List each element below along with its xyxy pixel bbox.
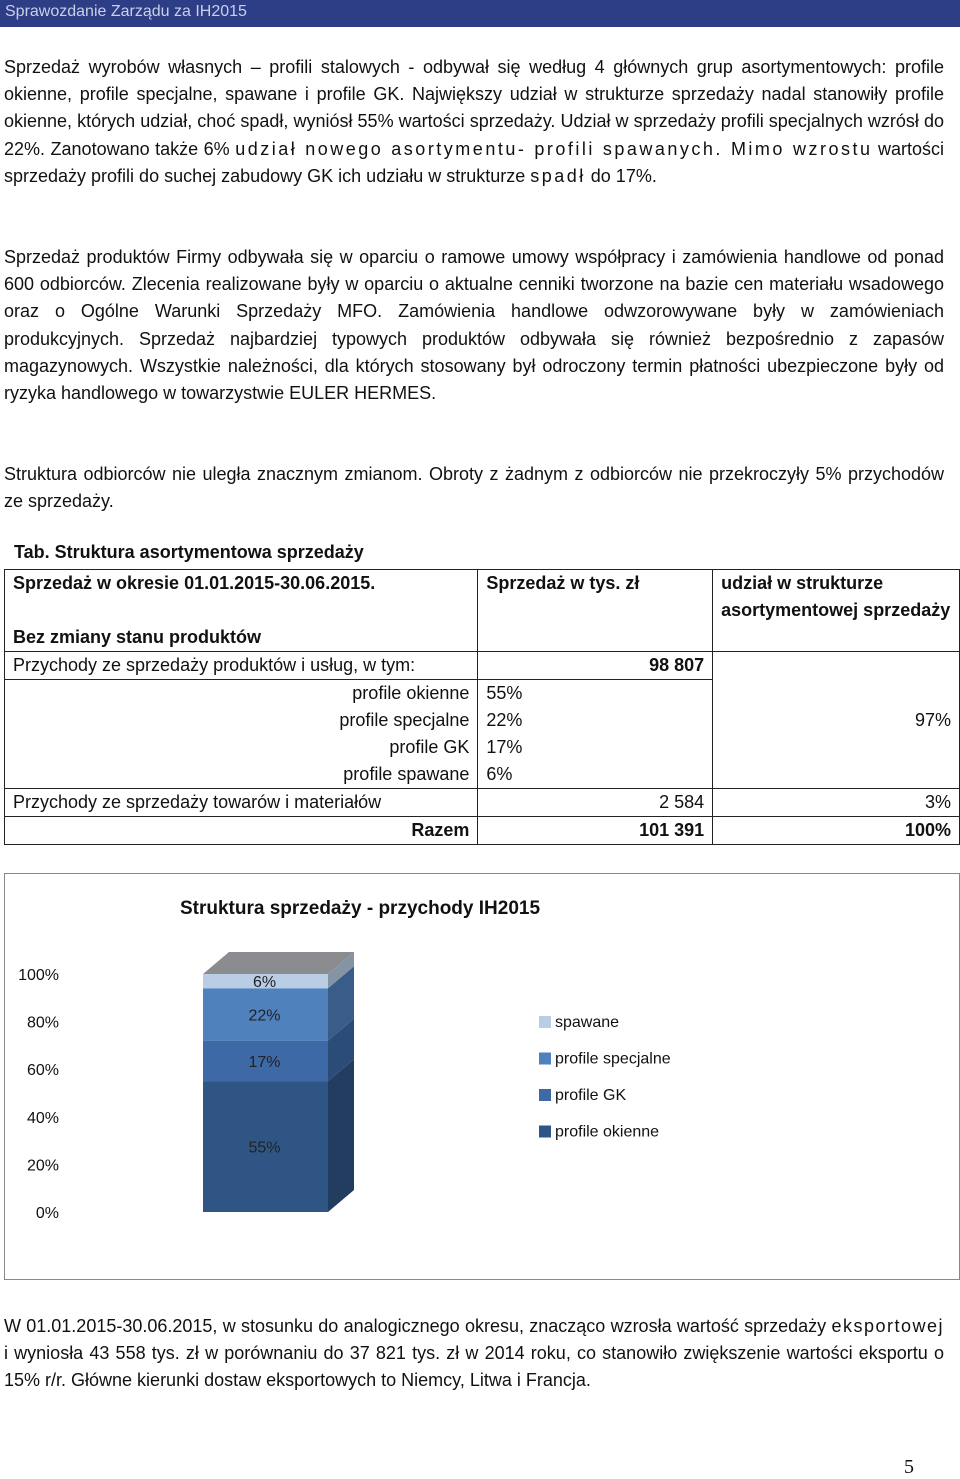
header-share: udział w strukturze asortymentowej sprzedaży bbox=[713, 570, 960, 652]
paragraph-sales-structure-text-c: wartości sprzedaży profili do suchej zabudowy GK ich udziału w strukturze bbox=[4, 138, 944, 186]
row-products-value: 98 807 bbox=[478, 652, 713, 680]
table-caption: Tab. Struktura asortymentowa sprzedaży bbox=[14, 542, 364, 562]
header-stock: Bez zmiany stanu produktów bbox=[13, 627, 262, 647]
row-total-share: 100% bbox=[713, 817, 960, 845]
paragraph-sales-process: Sprzedaż produktów Firmy odbywała się w oparciu o ramowe umowy współpracy i zamówienia handlowe od ponad 600 odbiorców. Zlecenia realizowane były w oparciu o aktualne cenniki tworzone na bazie cen materiału wsadowego oraz o Ogólne Warunki Sprzedaży MFO. Zamówienia handlowe odwzorowywane były w zamówieniach produkcyjnych. Sprzedaż najbardziej typowych produktów odbywała się również bezpośrednio z zapasów magazynowych. Wszystkie należności, dla których stosowany był odroczony termin płatności ubezpieczone były od ryzyka handlowego w towarzystwie EULER HERMES. bbox=[4, 247, 944, 404]
row-products-share: 97% bbox=[713, 652, 960, 789]
table-header-row bbox=[5, 570, 960, 652]
legend-swatch bbox=[539, 1089, 551, 1101]
legend-swatch bbox=[539, 1053, 551, 1065]
page-number: 5 bbox=[904, 1456, 914, 1478]
document-header-title: Sprawozdanie Zarządu za IH2015 bbox=[5, 3, 247, 20]
sub-row-pct: 22% bbox=[478, 707, 713, 734]
y-tick-label: 20% bbox=[26, 1157, 59, 1175]
table-row bbox=[5, 652, 960, 680]
paragraph-export-text-a: W 01.01.2015-30.06.2015, w stosunku do analogicznego okresu, znacząco wzrosła wartość sprzedaży bbox=[4, 1316, 832, 1336]
sub-row-label: profile okienne bbox=[5, 680, 478, 708]
table-row bbox=[5, 789, 960, 817]
chart-y-axis bbox=[18, 967, 59, 1222]
bar-data-label: 6% bbox=[252, 974, 277, 992]
chart-legend bbox=[539, 1014, 671, 1141]
row-products-label: Przychody ze sprzedaży produktów i usług, w tym: bbox=[5, 652, 478, 680]
sub-row-pct: 6% bbox=[478, 761, 713, 789]
row-goods-label: Przychody ze sprzedaży towarów i materiałów bbox=[5, 789, 478, 817]
row-total-value: 101 391 bbox=[478, 817, 713, 845]
row-total-label: Razem bbox=[5, 817, 478, 845]
paragraph-customer-structure: Struktura odbiorców nie uległa znacznym zmianom. Obroty z żadnym z odbiorców nie przekroczyły 5% przychodów ze sprzedaży. bbox=[4, 464, 944, 512]
legend-swatch bbox=[539, 1016, 551, 1028]
row-goods-share: 3% bbox=[713, 789, 960, 817]
paragraph-sales-structure-text-d: spadł bbox=[530, 165, 586, 186]
y-tick-label: 40% bbox=[26, 1109, 59, 1127]
legend-label: profile GK bbox=[555, 1087, 627, 1104]
sales-structure-chart bbox=[4, 873, 960, 1280]
bar-segment-side bbox=[328, 1059, 354, 1212]
chart-bars bbox=[203, 952, 354, 1212]
y-tick-label: 60% bbox=[26, 1062, 59, 1080]
chart-title: Struktura sprzedaży - przychody IH2015 bbox=[179, 898, 541, 919]
bar-data-label: 17% bbox=[248, 1053, 281, 1071]
row-goods-value: 2 584 bbox=[478, 789, 713, 817]
header-value: Sprzedaż w tys. zł bbox=[478, 570, 713, 652]
y-tick-label: 0% bbox=[35, 1205, 59, 1222]
table-row bbox=[5, 817, 960, 845]
document-header bbox=[0, 0, 960, 27]
bar-data-label: 55% bbox=[248, 1139, 281, 1157]
paragraph-sales-structure-text-b: udział nowego asortymentu- profili spawanych. Mimo wzrostu bbox=[235, 138, 873, 159]
y-tick-label: 80% bbox=[26, 1014, 59, 1032]
paragraph-export-text-c: i wyniosła 43 558 tys. zł w porównaniu do 37 821 tys. zł w 2014 roku, co stanowiło zwiększenie wartości eksportu o 15% r/r. Główne kierunki dostaw eksportowych to Niemcy, Litwa i Francja. bbox=[4, 1343, 944, 1391]
header-period: Sprzedaż w okresie 01.01.2015-30.06.2015. bbox=[13, 573, 376, 593]
paragraph-export bbox=[4, 1313, 944, 1395]
legend-label: profile okienne bbox=[555, 1123, 660, 1141]
legend-label: spawane bbox=[555, 1014, 620, 1031]
bar-top-face bbox=[203, 952, 354, 974]
sub-row-pct: 55% bbox=[478, 680, 713, 708]
sub-row-label: profile spawane bbox=[5, 761, 478, 789]
paragraph-sales-structure bbox=[4, 54, 944, 190]
sales-structure-table bbox=[4, 569, 960, 845]
sub-row-label: profile specjalne bbox=[5, 707, 478, 734]
chart-canvas bbox=[5, 874, 959, 1279]
legend-label: profile specjalne bbox=[555, 1050, 671, 1068]
sub-row-pct: 17% bbox=[478, 734, 713, 761]
bar-data-label: 22% bbox=[248, 1007, 281, 1025]
paragraph-export-text-b: eksportowej bbox=[831, 1316, 944, 1336]
paragraph-sales-structure-text-e: do 17%. bbox=[585, 165, 657, 186]
sub-row-label: profile GK bbox=[5, 734, 478, 761]
paragraph-sales-structure-text-a: Sprzedaż wyrobów własnych – profili stalowych - odbywał się według 4 głównych grup asortymentowych: profile okienne, profile specjalne, spawane i profile GK. Największy udział w strukturze sprzedaży nadal stanowiły profile okienne, których udział, choć spadł, wyniósł 55% wartości sprzedaży. Udział w sprzedaży profili specjalnych wzrósł do 22%. Zanotowano także 6% bbox=[4, 57, 944, 159]
y-tick-label: 100% bbox=[18, 967, 59, 984]
legend-swatch bbox=[539, 1126, 551, 1138]
header-period-cell bbox=[5, 570, 478, 652]
